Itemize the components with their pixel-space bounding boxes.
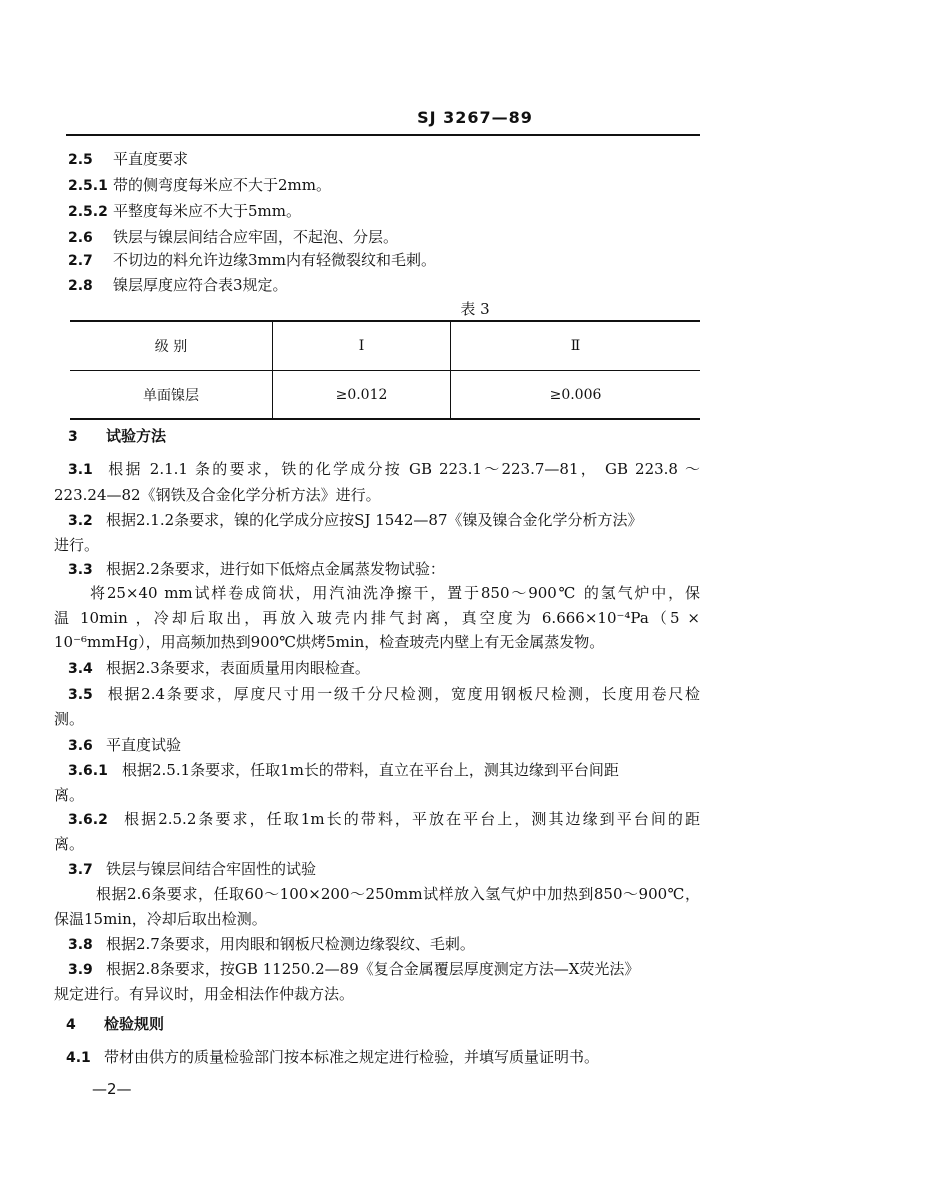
section-3-heading [68,426,166,447]
clause-text: 根据 2.1.1 条的要求，铁的化学成分按 GB 223.1～223.7—81， GB 223.8 ～ [106,460,700,478]
clause-3-8 [68,934,475,955]
clause-number: 2.5.2 [68,204,108,220]
clause-2-8 [68,275,288,296]
clause-text: 根据2.5.1条要求，任取1m长的带料，直立在平台上，测其边缘到平台间距 [122,761,619,779]
clause-number: 3.2 [68,513,93,529]
clause-text: 根据2.5.2条要求，任取1m长的带料，平放在平台上，测其边缘到平台间的距 [122,810,700,828]
clause-number: 3.6.1 [68,763,108,779]
clause-number: 4.1 [66,1050,91,1066]
header-rule [66,134,700,136]
clause-text: 根据2.4条要求，厚度尺寸用一级千分尺检测，宽度用钢板尺检测，长度用卷尺检 [106,685,700,703]
clause-3-5-line1 [68,684,700,705]
document-code-header: SJ 3267—89 [417,108,533,127]
clause-number: 3.1 [68,462,93,478]
clause-text: 根据2.7条要求，用肉眼和钢板尺检测边缘裂纹、毛刺。 [106,935,475,953]
clause-text: 平直度要求 [113,150,189,168]
clause-3-6-1-line1 [68,760,700,781]
clause-number: 3.5 [68,687,93,703]
clause-text: 铁层与镍层间结合牢固性的试验 [106,860,317,878]
clause-number: 2.7 [68,253,93,269]
header-cell-grade: 级 别 [70,321,273,371]
clause-number: 3.8 [68,937,93,953]
clause-text: 根据2.2条要求，进行如下低熔点金属蒸发物试验： [106,560,445,578]
row-label: 单面镍层 [70,371,273,420]
clause-3-7-line2: 根据2.6条要求，任取60～100×200～250mm试样放入氢气炉中加热到850～900℃， [96,885,700,903]
clause-3-6-2-line2: 离。 [54,835,85,853]
clause-text: 根据2.3条要求，表面质量用肉眼检查。 [106,659,370,677]
clause-text: 镍层厚度应符合表3规定。 [113,276,288,294]
clause-3-2-line1 [68,510,700,531]
clause-number: 3.7 [68,862,93,878]
table-caption: 表 3 [460,300,490,318]
clause-3-4 [68,658,370,679]
clause-2-5-1 [68,175,331,196]
table-3 [70,320,700,420]
clause-text: 不切边的料允许边缘3mm内有轻微裂纹和毛刺。 [113,251,436,269]
clause-number: 3.6 [68,738,93,754]
section-title: 检验规则 [104,1015,165,1033]
clause-text: 根据2.1.2条要求，镍的化学成分应按SJ 1542—87《镍及镍合金化学分析方法》 [106,511,643,529]
clause-number: 2.6 [68,230,93,246]
table-header-row [70,321,700,371]
clause-3-7-line3: 保温15min，冷却后取出检测。 [54,910,267,928]
clause-3-9-line2: 规定进行。有异议时，用金相法作仲裁方法。 [54,985,355,1003]
clause-text: 平直度试验 [106,736,182,754]
clause-3-5-line2: 测。 [54,710,85,728]
clause-3-2-line2: 进行。 [54,536,100,554]
clause-text: 铁层与镍层间结合应牢固，不起泡、分层。 [113,228,399,246]
clause-3-7-heading [68,859,316,880]
clause-3-3-line3: 温 10min ，冷却后取出，再放入玻壳内排气封离，真空度为 6.666×10⁻⁴Pa（5 × [54,609,700,627]
page-number: —2— [92,1080,132,1098]
clause-3-3-line4: 10⁻⁶mmHg），用高频加热到900℃烘烤5min，检查玻壳内壁上有无金属蒸发物。 [54,633,605,651]
section-4-heading [66,1014,164,1035]
value-grade-i: ≥0.012 [273,371,451,420]
clause-number: 2.5.1 [68,178,108,194]
clause-number: 2.8 [68,278,93,294]
clause-number: 3.3 [68,562,93,578]
clause-2-7 [68,250,436,271]
clause-number: 3.4 [68,661,93,677]
clause-3-6-1-line2: 离。 [54,786,85,804]
value-grade-ii: ≥0.006 [451,371,701,420]
clause-3-1-line2: 223.24—82《钢铁及合金化学分析方法》进行。 [54,486,381,504]
clause-text: 平整度每米应不大于5mm。 [113,202,301,220]
section-number: 4 [66,1017,76,1033]
clause-text: 根据2.8条要求，按GB 11250.2—89《复合金属覆层厚度测定方法—X荧光法》 [106,960,640,978]
clause-4-1 [66,1047,599,1068]
table-row [70,371,700,420]
header-cell-i: I [273,321,451,371]
clause-3-9-line1 [68,959,700,980]
clause-3-1-line1 [68,459,700,480]
clause-2-5-2 [68,201,301,222]
clause-3-6 [68,735,181,756]
clause-number: 3.9 [68,962,93,978]
clause-text: 带材由供方的质量检验部门按本标准之规定进行检验，并填写质量证明书。 [104,1048,600,1066]
clause-3-3-line1 [68,559,445,580]
section-number: 3 [68,429,78,445]
clause-number: 3.6.2 [68,812,108,828]
clause-number: 2.5 [68,152,93,168]
clause-2-5 [68,149,188,170]
clause-3-6-2-line1 [68,809,700,830]
clause-2-6 [68,227,398,248]
header-cell-ii: Ⅱ [451,321,701,371]
clause-text: 带的侧弯度每米应不大于2mm。 [113,176,331,194]
clause-3-3-line2: 将25×40 mm试样卷成筒状，用汽油洗净擦干，置于850～900℃ 的氢气炉中，保 [90,584,700,602]
section-title: 试验方法 [106,427,167,445]
